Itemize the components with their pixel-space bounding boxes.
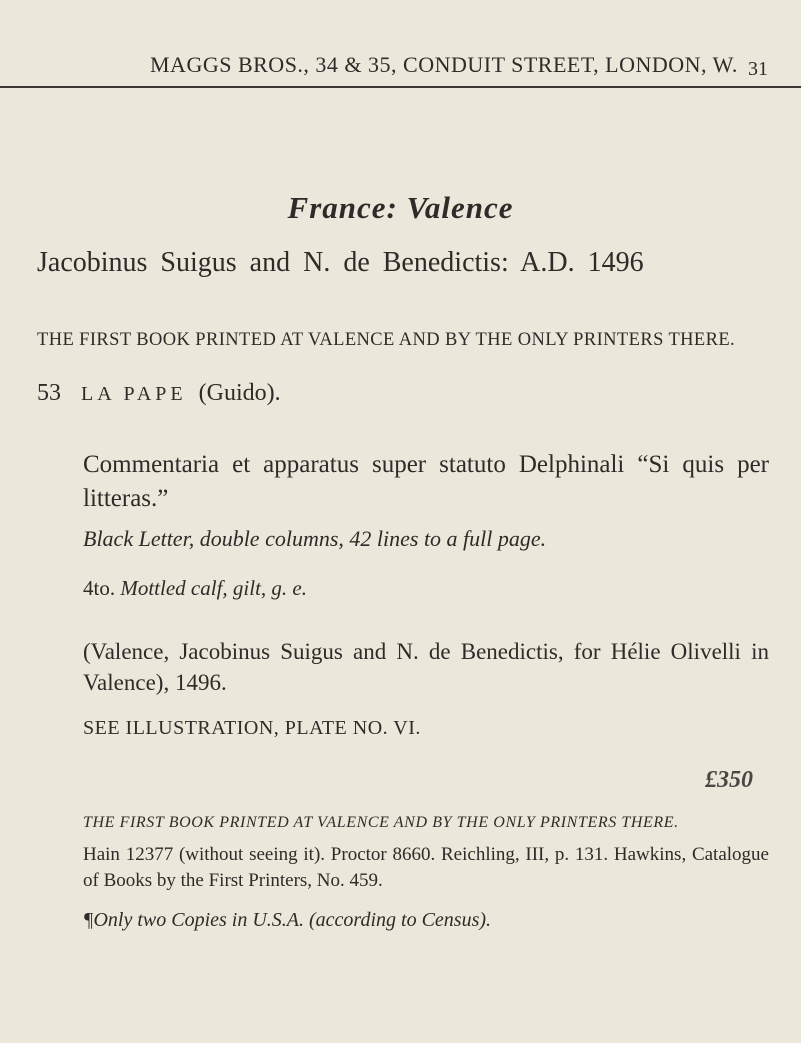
type-description: Black Letter, double columns, 42 lines to a full page.	[83, 526, 547, 551]
lot-number: 53	[37, 380, 61, 406]
book-binding: Mottled calf, gilt, g. e.	[120, 576, 307, 600]
running-head: MAGGS BROS., 34 & 35, CONDUIT STREET, LONDON, W.	[150, 52, 738, 77]
header-rule	[0, 86, 801, 88]
lot-entry-heading	[37, 380, 281, 407]
book-format: 4to.	[83, 576, 116, 600]
illustration-reference: SEE ILLUSTRATION, PLATE NO. VI.	[83, 717, 421, 739]
copies-note: ¶Only two Copies in U.S.A. (according to Census).	[83, 909, 492, 931]
section-title: France: Valence	[287, 190, 514, 225]
price: £350	[705, 767, 753, 793]
bibliographic-references: Hain 12377 (without seeing it). Proctor 8660. Reichling, III, p. 131. Hawkins, Catalogue of Books by the First Printers, No. 459.	[83, 844, 769, 891]
lot-author-note: (Guido).	[198, 380, 281, 406]
page-number: 31	[748, 58, 768, 80]
first-book-note: THE FIRST BOOK PRINTED AT VALENCE AND BY THE ONLY PRINTERS THERE.	[83, 814, 679, 831]
book-title: Commentaria et apparatus super statuto Delphinali “Si quis per litteras.”	[83, 451, 769, 512]
first-book-heading: THE FIRST BOOK PRINTED AT VALENCE AND BY THE ONLY PRINTERS THERE.	[37, 330, 736, 350]
printer-heading: Jacobinus Suigus and N. de Benedictis: A.D. 1496	[37, 247, 644, 278]
format-binding	[83, 576, 307, 601]
imprint: (Valence, Jacobinus Suigus and N. de Benedictis, for Hélie Olivelli in Valence), 1496.	[83, 639, 769, 695]
lot-author: LA PAPE	[81, 383, 187, 405]
